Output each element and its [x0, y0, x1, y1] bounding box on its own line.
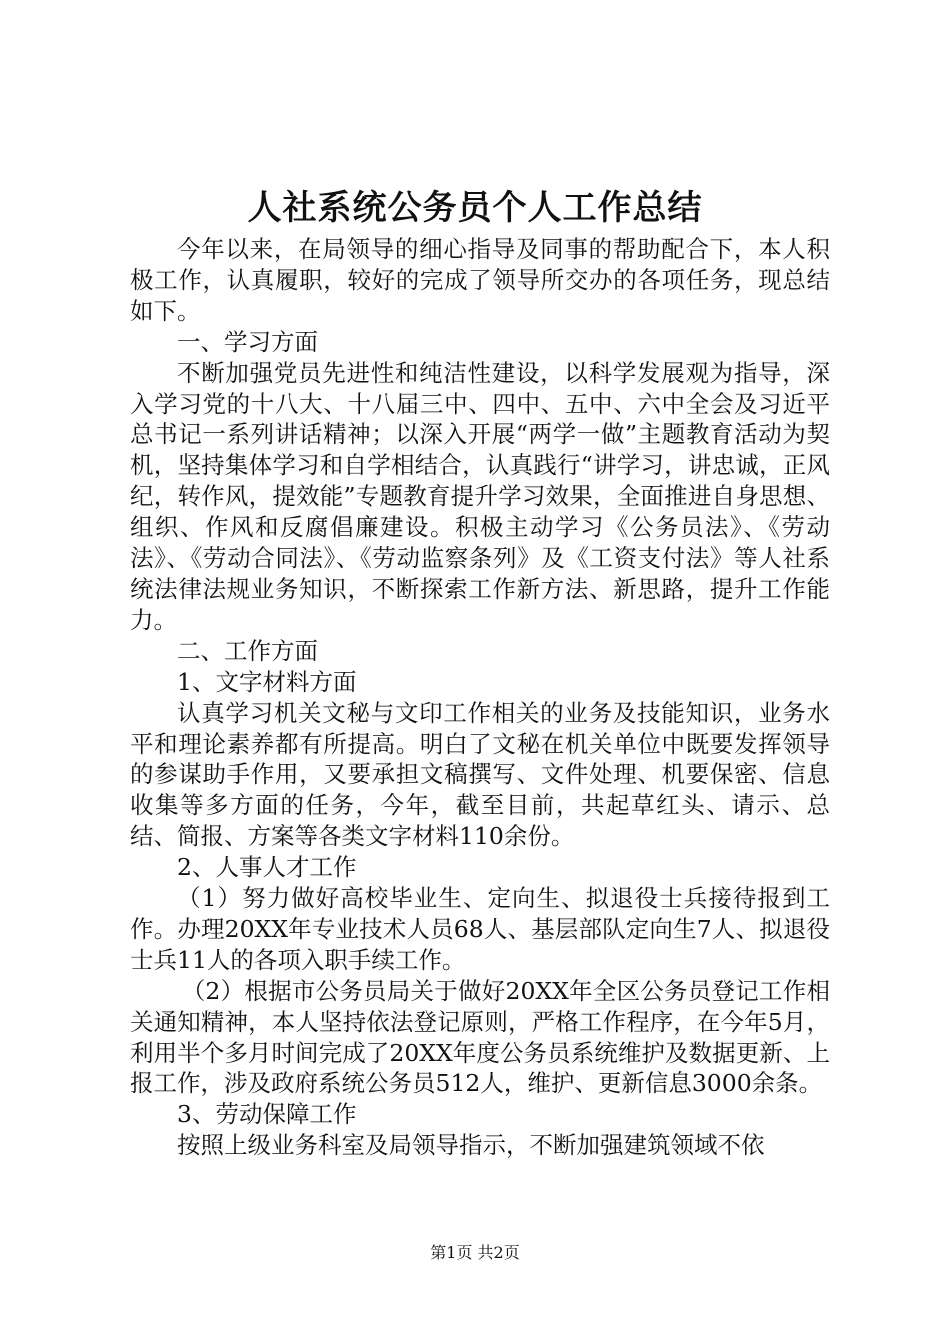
subheading-labor: 3、劳动保障工作	[177, 1100, 357, 1129]
labor-paragraph: 按照上级业务科室及局领导指示，不断加强建筑领域不依	[177, 1131, 765, 1160]
subheading-writing: 1、文字材料方面	[177, 667, 357, 696]
document-body	[130, 234, 830, 1161]
document-title: 人社系统公务员个人工作总结	[247, 188, 703, 228]
study-paragraph: 不断加强党员先进性和纯洁性建设，以科学发展观为指导，深入学习党的十八大、十八届三中、四中、五中、六中全会及习近平总书记一系列讲话精神；以深入开展“两学一做”主题教育活动为契机，坚持集体学习和自学相结合，认真践行“讲学习，讲忠诚，正风纪，转作风，提效能”专题教育提升学习效果，全面推进自身思想、组织、作风和反腐倡廉建设。积极主动学习《公务员法》、《劳动法》、《劳动合同法》、《劳动监察条列》及《工资支付法》等人社系统法律法规业务知识，不断探索工作新方法、新思路，提升工作能力。	[130, 358, 830, 634]
personnel-paragraph-1: （1）努力做好高校毕业生、定向生、拟退役士兵接待报到工作。办理20XX年专业技术人员68人、基层部队定向生7人、拟退役士兵11人的各项入职手续工作。	[130, 884, 830, 974]
subheading-personnel: 2、人事人才工作	[177, 853, 357, 882]
section-heading-study: 一、学习方面	[177, 327, 318, 356]
personnel-paragraph-2: （2）根据市公务员局关于做好20XX年全区公务员登记工作相关通知精神，本人坚持依法登记原则，严格工作程序，在今年5月，利用半个多月时间完成了20XX年度公务员系统维护及数据更新、上报工作，涉及政府系统公务员512人，维护、更新信息3000余条。	[130, 976, 830, 1098]
writing-paragraph: 认真学习机关文秘与文印工作相关的业务及技能知识，业务水平和理论素养都有所提高。明白了文秘在机关单位中既要发挥领导的参谋助手作用，又要承担文稿撰写、文件处理、机要保密、信息收集等多方面的任务，今年，截至目前，共起草红头、请示、总结、简报、方案等各类文字材料110余份。	[130, 698, 830, 851]
section-heading-work: 二、工作方面	[177, 636, 318, 665]
page-footer: 第1页 共2页	[430, 1243, 520, 1262]
intro-paragraph: 今年以来，在局领导的细心指导及同事的帮助配合下，本人积极工作，认真履职，较好的完成了领导所交办的各项任务，现总结如下。	[130, 235, 830, 325]
